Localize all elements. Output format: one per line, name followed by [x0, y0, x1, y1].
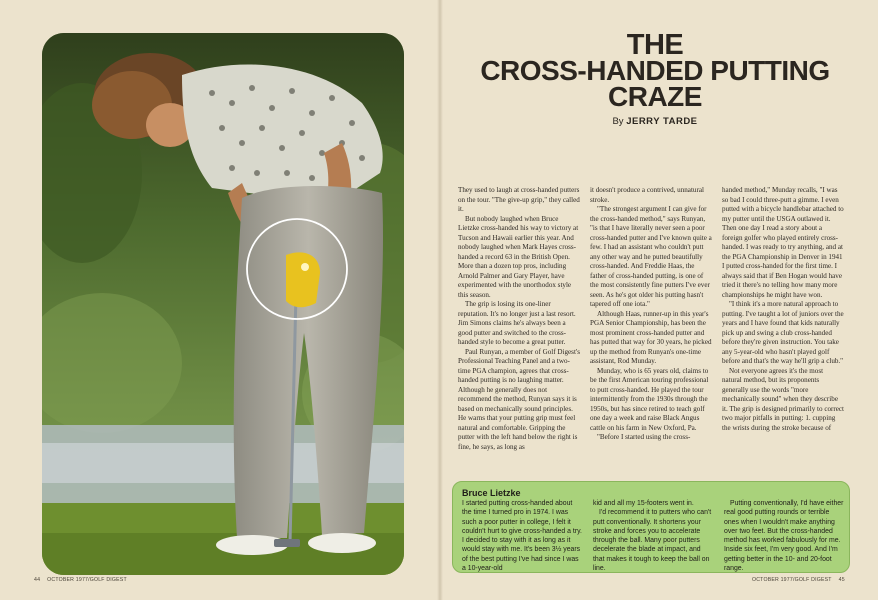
folio-left	[34, 577, 127, 583]
golfer-photo	[42, 33, 404, 575]
paragraph: "Before I started using the cross-	[597, 433, 691, 441]
byline	[445, 116, 865, 127]
folio-label-left: OCTOBER 1977/GOLF DIGEST	[47, 577, 127, 583]
paragraph: Although Haas, runner-up in this year's PGA Senior Championship, has been the most prominent cross-handed putter and has putted that way for 30 years, he picked up the method from Runyan's one-time assistant, Rod Munday.	[590, 309, 712, 365]
sidebar-column-3	[724, 499, 844, 573]
byline-author: JERRY TARDE	[626, 116, 698, 127]
article-title	[445, 29, 865, 112]
golfer-illustration	[42, 33, 404, 575]
title-line-3: CRAZE	[608, 81, 702, 112]
sidebar-paragraph: Putting conventionally, I'd have either real good putting rounds or terrible ones when I wouldn't make anything over two feet. But the cross-handed method has worked fabulously for me. Inside six feet, I'm very good. And I'm getting better in the 10- and 20-foot range.	[724, 500, 844, 573]
paragraph: Munday, who is 65 years old, claims to be the first American touring professional to putt cross-handed. He played the tour intermittently from the 1930s through the 1950s, but has since retired to teach golf one day a week and raise Black Angus cattle on his farm in New Oxford, Pa.	[590, 366, 709, 432]
sidebar-column-1	[462, 499, 582, 573]
page-number-right: 45	[838, 577, 845, 583]
paragraph: handed method," Munday recalls, "I was so bad I could three-putt a gimme. I even putted with a bicycle handlebar attached to my putter until the USGA outlawed it. Then one day I read a story about a foreign golfer who played entirely cross-handed. I was ready to try anything, and at the PGA Championship in Denver in 1941 I putted cross-handed for the first time. I always said that if Ben Hogan would have tried it there's no telling how many more championships he might have won.	[722, 186, 844, 299]
folio-right	[752, 577, 845, 583]
page-number-left: 44	[34, 577, 41, 583]
article-column-2	[590, 186, 712, 443]
paragraph: The grip is losing its one-liner reputation. It's no longer just a last resort. Jim Simons claims he's always been a good putter and switched to the cross-handed style to become a great putter.	[458, 300, 576, 346]
paragraph: They used to laugh at cross-handed putters on the tour. "The give-up grip," they called it.	[458, 186, 580, 213]
sidebar-paragraph: I'd recommend it to putters who can't putt conventionally. It shortens your stroke and forces you to accelerate through the ball. Many poor putters decelerate the blade at impact, and that makes it tough to keep the ball on line.	[593, 509, 712, 573]
article-column-1	[458, 186, 580, 452]
sidebar-column-2	[593, 499, 713, 573]
sidebar-paragraph: kid and all my 15-footers went in.	[593, 500, 694, 507]
sidebar-box	[452, 481, 850, 573]
byline-prefix: By	[612, 116, 624, 127]
sidebar-paragraph: I started putting cross-handed about the time I turned pro in 1974. I was such a poor putter in college, I felt it couldn't hurt to give cross-handed a try. I decided to stay with it as long as it would stay with me. It's been 3½ years of the best putting I've had since I was a 10-year-old	[462, 500, 582, 573]
paragraph: Not everyone agrees it's the most natural method, but its proponents generally use the words "more mechanically sound" when they describe it. The grip is designed primarily to correct two major pitfalls in putting: 1. cupping the wrists during the stroke because of	[722, 366, 845, 432]
page-fold	[437, 0, 443, 600]
paragraph: it doesn't produce a contrived, unnatural stroke.	[590, 186, 704, 204]
paragraph: "I think it's a more natural approach to putting. I've taught a lot of juniors over the years and I have found that kids naturally pick up and swing a club cross-handed before they're given instruction. You take any 5-year-old who hasn't played golf before and that's the way he'll grip a club."	[722, 300, 844, 365]
paragraph: But nobody laughed when Bruce Lietzke cross-handed his way to victory at Tucson and Hawaii earlier this year. And nobody laughed when Mark Hayes cross-handed a record 63 in the British Open. More than a dozen top pros, including Arnold Palmer and Gary Player, have experimented with the unorthodox style this season.	[458, 214, 579, 299]
paragraph: Paul Runyan, a member of Golf Digest's Professional Teaching Panel and a two-time PGA champion, agrees that cross-handed putting is no laughing matter. Although he generally does not recommend the method, Runyan says it is based on mechanically sound principles. He warns that your putting grip must feel natural and comfortable. Gripping the putter with the left hand below the right is fine, he says, as long as	[458, 347, 580, 451]
article-column-3	[722, 186, 844, 433]
paragraph: "The strongest argument I can give for the cross-handed method," says Runyan, "is that I have literally never seen a poor cross-handed putter and I've known quite a few. I had an assistant who couldn't putt any other way and he putted beautifully cross-handed. And Freddie Haas, the father of cross-handed putting, is one of the most consistently fine putters I've ever seen. As he's got older his putting hasn't tapered off one iota."	[590, 205, 712, 308]
title-line-1: THE	[626, 29, 684, 61]
folio-label-right: OCTOBER 1977/GOLF DIGEST	[752, 577, 832, 583]
title-line-2: CROSS-HANDED PUTTING	[480, 55, 830, 86]
sidebar-title: Bruce Lietzke	[462, 488, 521, 498]
